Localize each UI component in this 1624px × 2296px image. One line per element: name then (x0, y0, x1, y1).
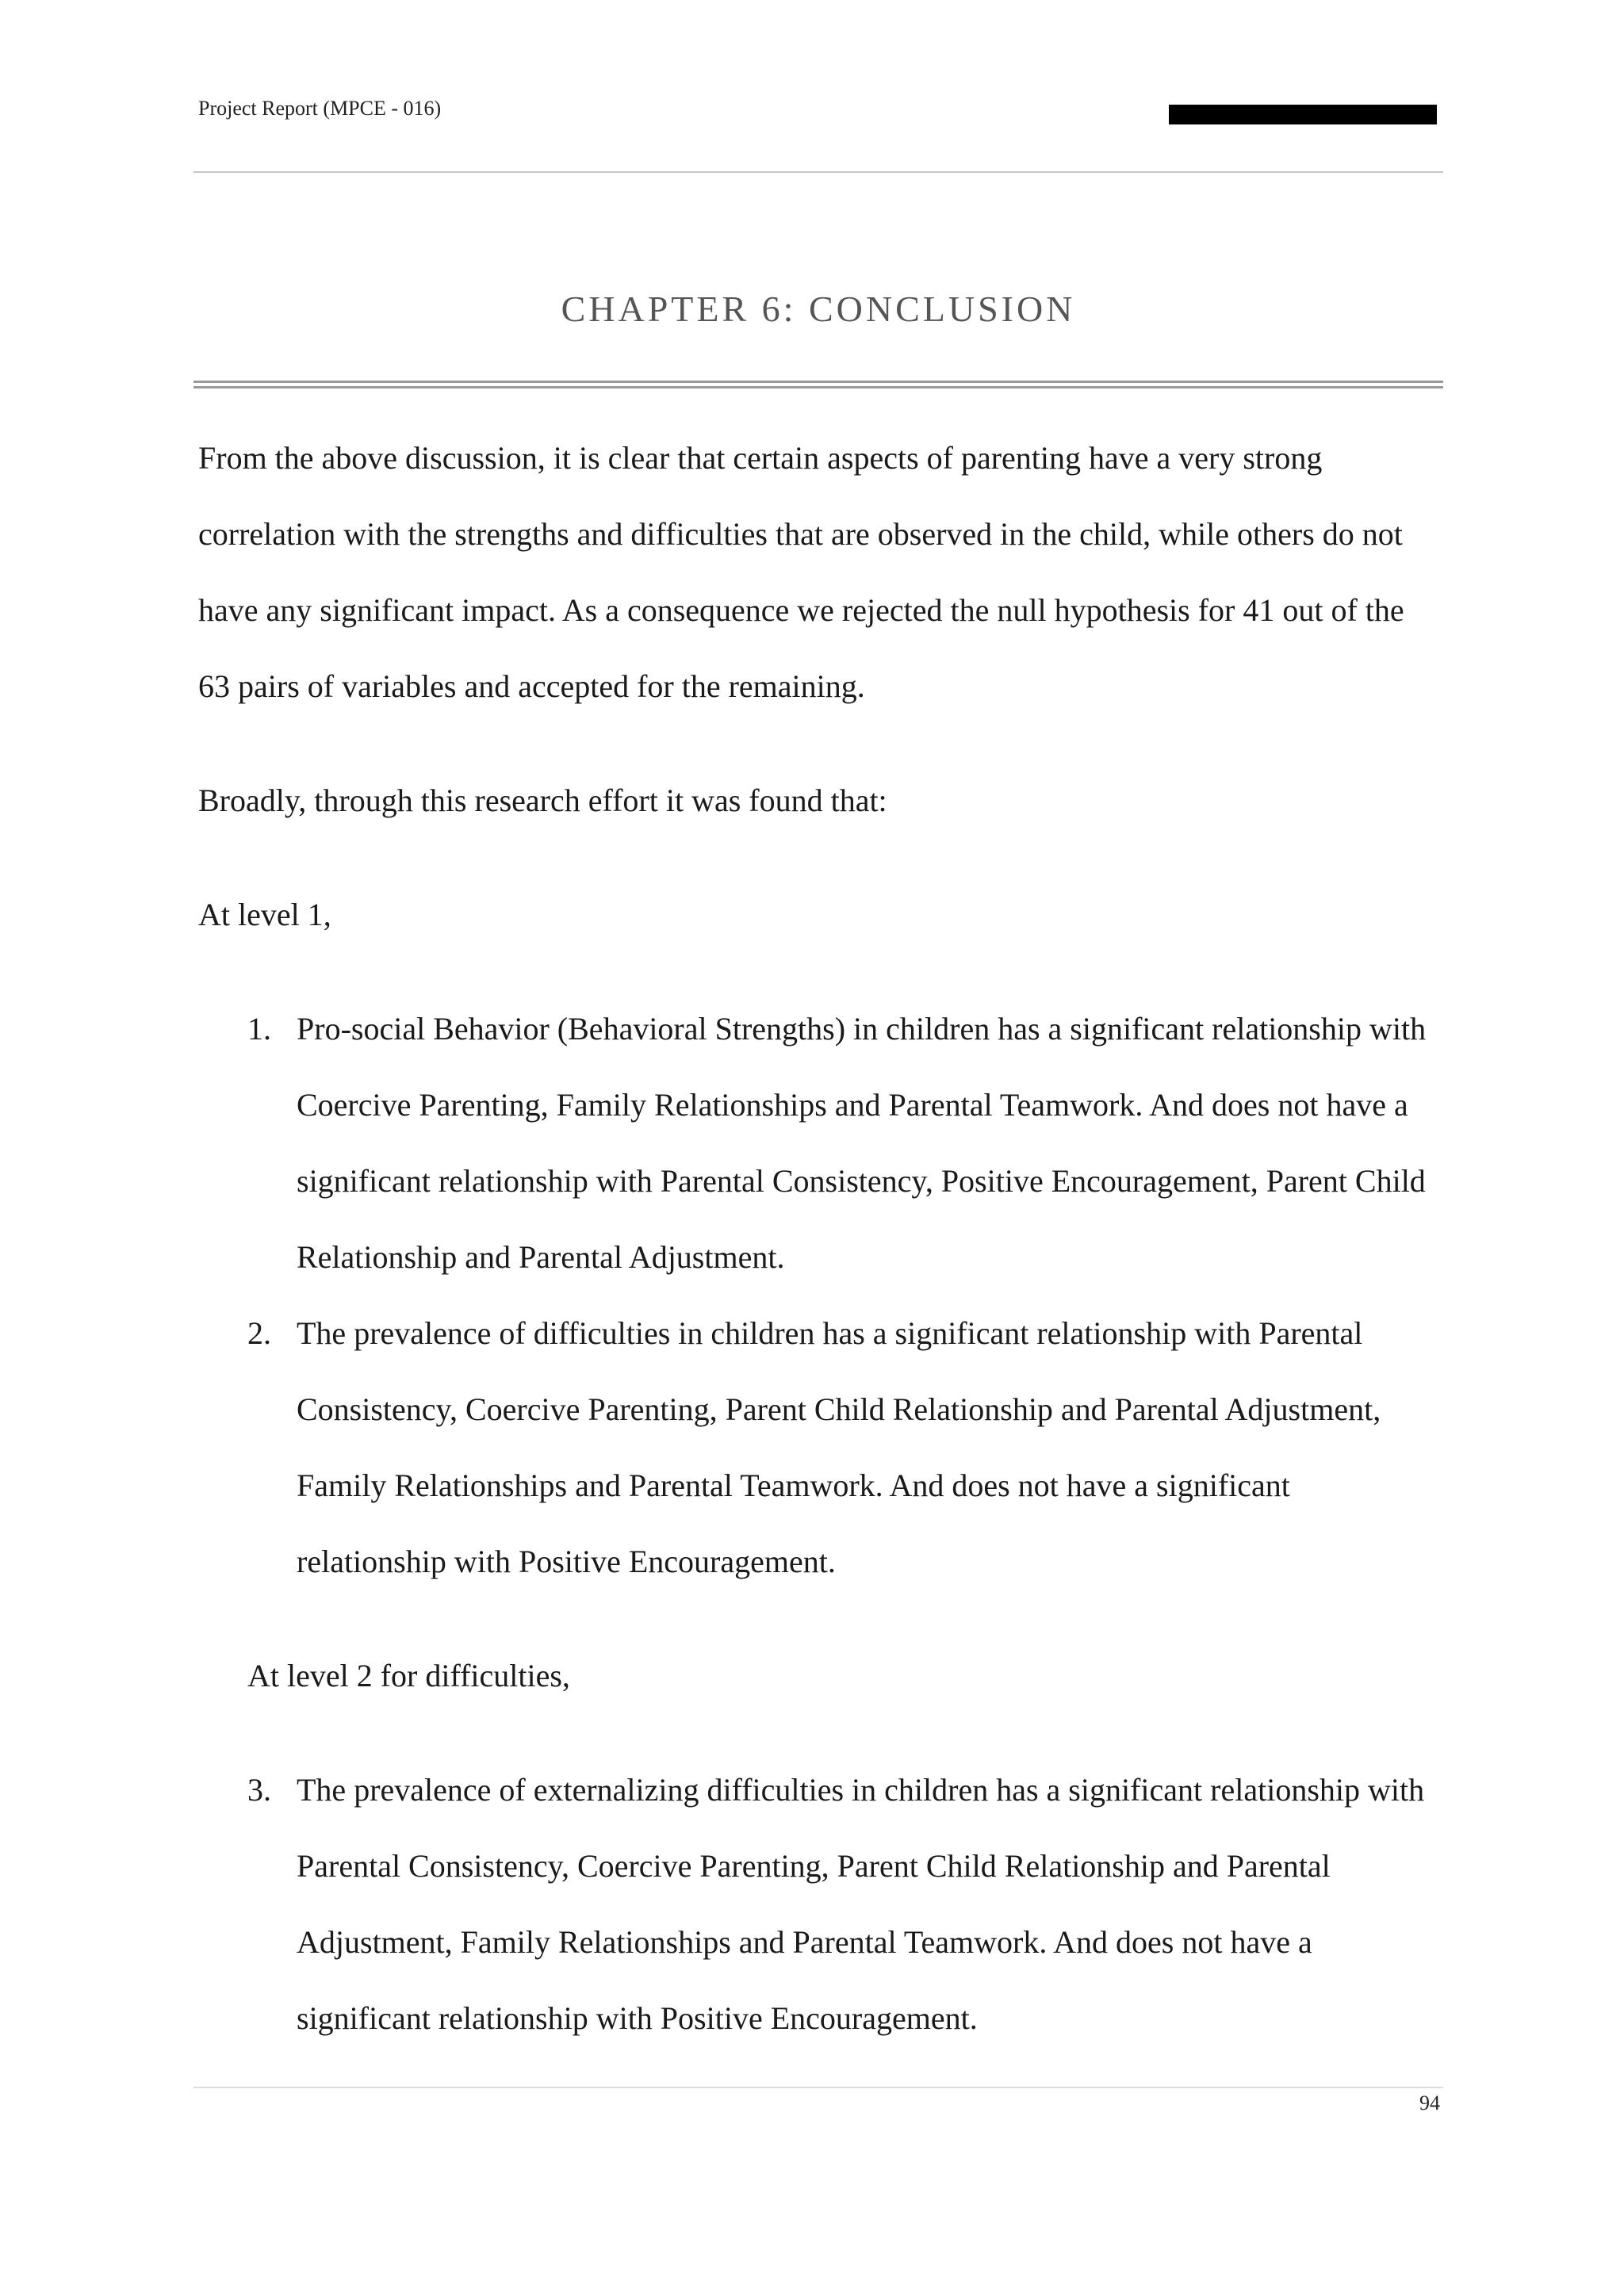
list-item-text: The prevalence of difficulties in children has a significant relationship with Parental Consistency, Coercive Parenting, Parent Child Relationship and Parental Adjustment, Family Relationships and Parental Teamwork. And does not have a significant relationship with Positive Encouragement. (297, 1315, 1381, 1579)
list-item (198, 1752, 1443, 2057)
list-item (198, 1295, 1443, 1600)
list-item-text: Pro-social Behavior (Behavioral Strengths) in children has a significant relationship with Coercive Parenting, Family Relationships and Parental Teamwork. And does not have a significant relationship with Parental Consistency, Positive Encouragement, Parent Child Relationship and Parental Adjustment. (297, 1011, 1427, 1275)
list-item-text: The prevalence of externalizing difficulties in children has a significant relationship with Parental Consistency, Coercive Parenting, Parent Child Relationship and Parental Adjustment, Family Relationships and Parental Teamwork. And does not have a significant relationship with Positive Encouragement. (297, 1772, 1425, 2036)
level2-findings-list (198, 1752, 1443, 2057)
running-header: Project Report (MPCE - 016) (198, 97, 442, 120)
chapter-body (198, 420, 1443, 2057)
list-item-number: 2. (247, 1315, 271, 1351)
level1-findings-list (198, 991, 1443, 1600)
chapter-title: CHAPTER 6: CONCLUSION (561, 289, 1076, 329)
intro-paragraph: From the above discussion, it is clear that certain aspects of parenting have a very strong correlation with the strengths and difficulties that are observed in the child, while others do not have any significant impact. As a consequence we rejected the null hypothesis for 41 out of the 63 pairs of variables and accepted for the remaining. (198, 440, 1404, 704)
list-item-number: 1. (247, 1011, 271, 1047)
list-item-number: 3. (247, 1772, 271, 1808)
broadly-paragraph: Broadly, through this research effort it was found that: (198, 783, 887, 818)
title-divider-top (193, 381, 1443, 383)
level2-heading: At level 2 for difficulties, (247, 1658, 570, 1693)
header-divider (193, 171, 1443, 173)
footer-divider (193, 2087, 1443, 2088)
list-item (198, 991, 1443, 1295)
redaction-bar (1169, 105, 1437, 124)
title-divider-bottom (193, 386, 1443, 388)
page-number: 94 (1419, 2091, 1440, 2114)
level1-heading: At level 1, (198, 897, 331, 932)
